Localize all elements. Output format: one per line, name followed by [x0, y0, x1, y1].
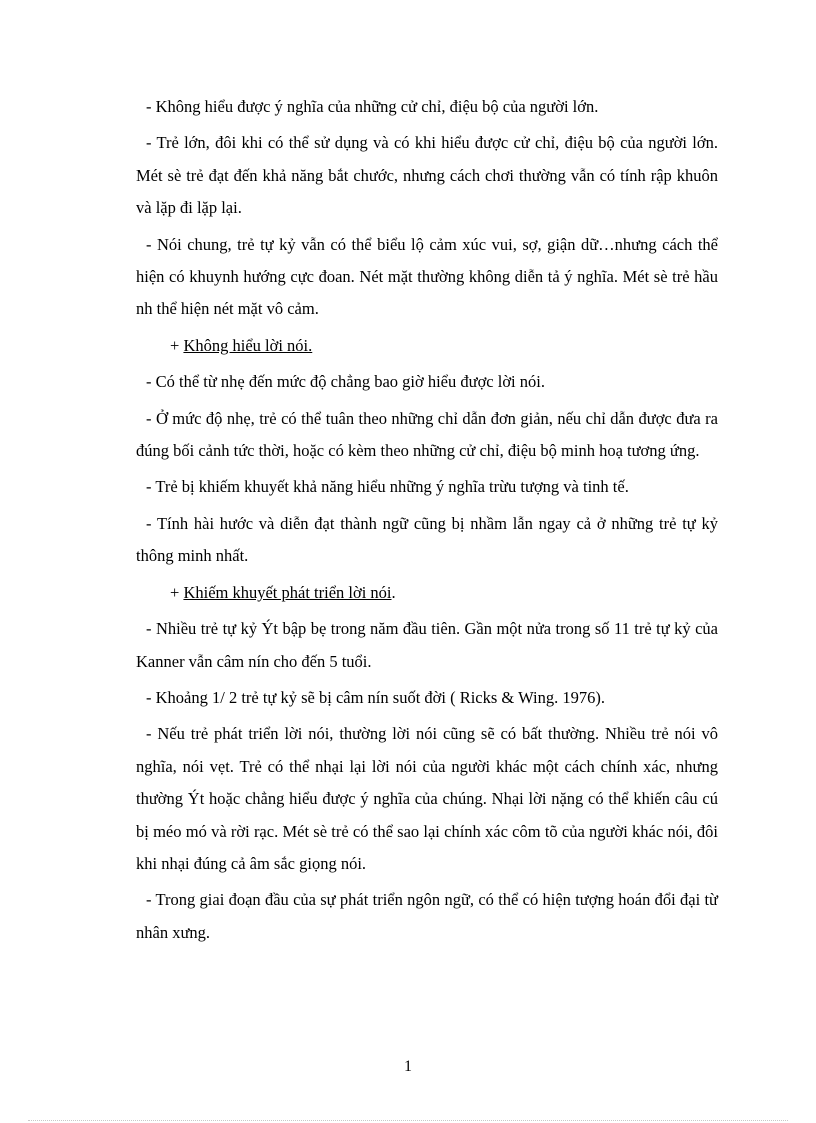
paragraph: - Nhiều trẻ tự kỷ Ýt bập bẹ trong năm đầu tiên. Gần một nửa trong số 11 trẻ tự kỷ của Kanner vẫn câm nín cho đến 5 tuổi.: [136, 619, 718, 671]
section-heading: [136, 577, 718, 609]
paragraph: - Có thể từ nhẹ đến mức độ chẳng bao giờ hiểu được lời nói.: [146, 372, 545, 392]
heading-prefix: +: [170, 335, 184, 355]
section-heading: [136, 330, 718, 362]
footer-divider: [28, 1120, 788, 1121]
paragraph: - Ở mức độ nhẹ, trẻ có thể tuân theo những chỉ dẫn đơn giản, nếu chỉ dẫn được đưa ra đúng bối cảnh tức thời, hoặc có kèm theo những cử chỉ, điệu bộ minh hoạ tương ứng.: [136, 408, 718, 461]
paragraph: - Nói chung, trẻ tự kỷ vẫn có thể biểu lộ cảm xúc vui, sợ, giận dữ…nhưng cách thể hiện có khuynh hướng cực đoan. Nét mặt thường không diễn tả ý nghĩa. Mét sè trẻ hầu nh thể hiện nét mặt vô cảm.: [136, 234, 718, 319]
paragraph: - Trong giai đoạn đầu của sự phát triển ngôn ngữ, có thể có hiện tượng hoán đổi đại từ nhân xưng.: [136, 890, 718, 942]
heading-suffix: .: [391, 582, 396, 602]
paragraph: - Tính hài hước và diễn đạt thành ngữ cũng bị nhầm lẫn ngay cả ở những trẻ tự kỷ thông minh nhất.: [136, 513, 718, 566]
paragraph: - Trẻ bị khiếm khuyết khả năng hiểu những ý nghĩa trừu tượng và tinh tế.: [146, 477, 629, 497]
paragraph: - Trẻ lớn, đôi khi có thể sử dụng và có khi hiểu được cử chỉ, điệu bộ của người lớn. Mét sè trẻ đạt đến khả năng bắt chước, nhưng cách chơi thường vẫn có tính rập khuôn và lặp đi lặp lại.: [136, 133, 718, 218]
heading-text: Không hiểu lời nói.: [183, 335, 313, 355]
heading-prefix: +: [170, 582, 184, 602]
heading-text: Khiếm khuyết phát triển lời nói: [183, 582, 392, 602]
paragraph: - Không hiểu được ý nghĩa của những cử chỉ, điệu bộ của người lớn.: [146, 97, 599, 116]
page-number: 1: [404, 1058, 412, 1075]
paragraph: - Khoảng 1/ 2 trẻ tự kỷ sẽ bị câm nín suốt đời ( Ricks & Wing. 1976).: [146, 687, 605, 707]
body-text: [136, 91, 718, 949]
paragraph: - Nếu trẻ phát triển lời nói, thường lời nói cũng sẽ có bất thường. Nhiều trẻ nói vô nghĩa, nói vẹt. Trẻ có thể nhại lại lời nói của người khác một cách chính xác, nhưng thường Ýt hoặc chẳng hiểu được ý nghĩa của chúng. Nhại lời nặng có thể khiến câu cú bị méo mó và rời rạc. Mét sè trẻ có thể sao lại chính xác côm tõ của người khác nói, đôi khi nhại đúng cả âm sắc giọng nói.: [136, 724, 718, 873]
